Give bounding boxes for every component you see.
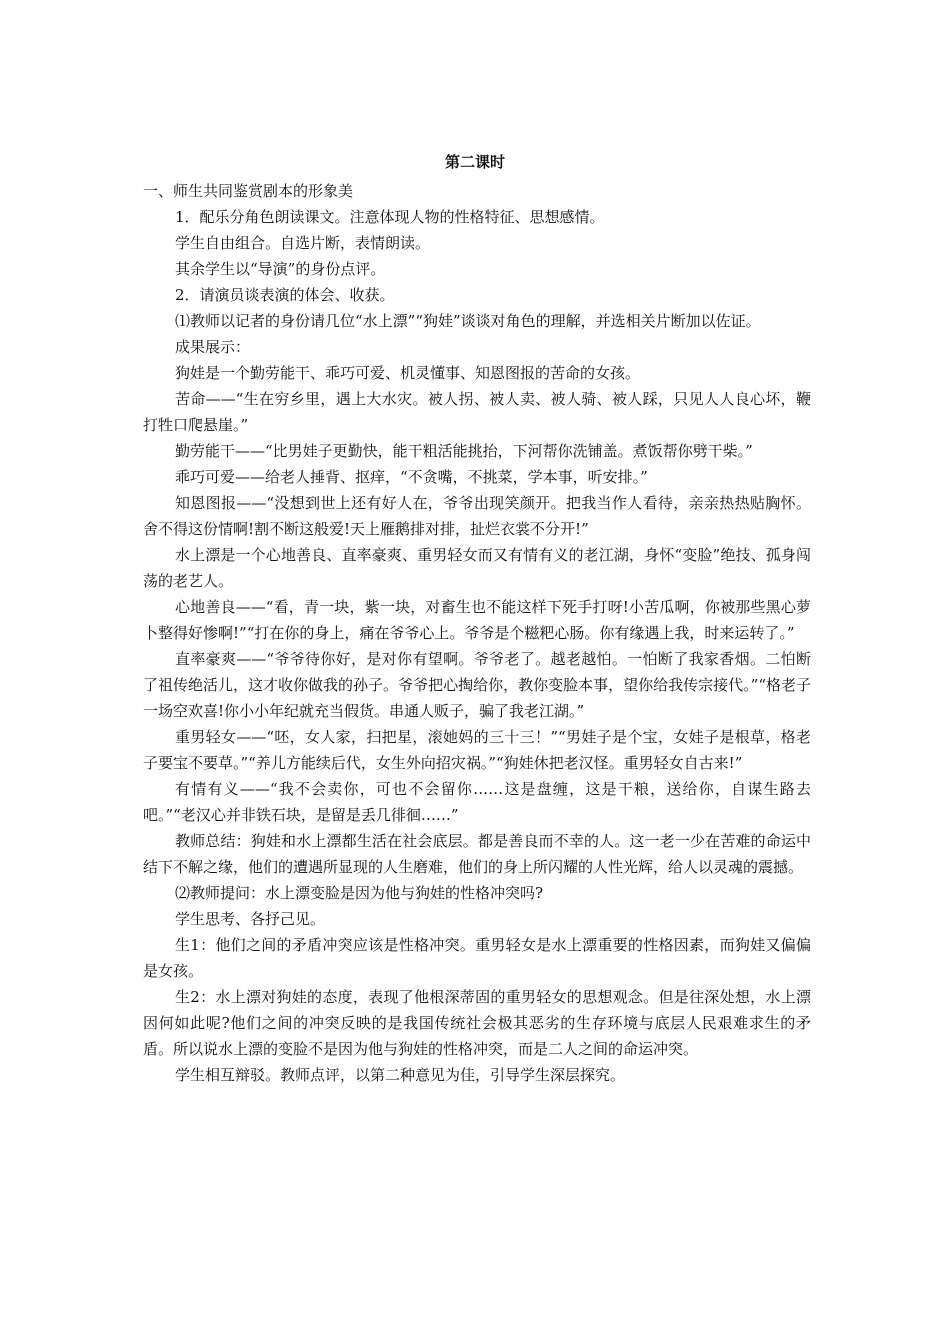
paragraph: 学生自由组合。自选片断，表情朗读。	[175, 234, 431, 252]
section-heading: 一、师生共同鉴赏剧本的形象美	[143, 182, 354, 200]
paragraph: 其余学生以“导演”的身份点评。	[175, 260, 386, 278]
paragraph: ⑵教师提问：水上漂变脸是因为他与狗娃的性格冲突吗?	[175, 884, 544, 902]
paragraph: 学生相互辩驳。教师点评，以第二种意见为佳，引导学生深层探究。	[175, 1066, 626, 1084]
body-text	[143, 178, 811, 1088]
paragraph: 教师总结：狗娃和水上漂都生活在社会底层。都是善良而不幸的人。这一老一少在苦难的命运中结下不解之缘，他们的遭遇所显现的人生磨难，他们的身上所闪耀的人性光辉，给人以灵魂的震撼。	[143, 832, 811, 876]
paragraph: 苦命——“生在穷乡里，遇上大水灾。被人拐、被人卖、被人骑、被人踩，只见人人良心坏，鞭打牲口爬悬崖。”	[143, 390, 811, 434]
paragraph: 直率豪爽——“爷爷待你好，是对你有望啊。爷爷老了。越老越怕。一怕断了我家香烟。二怕断了祖传绝活儿，这才收你做我的孙子。爷爷把心掏给你，教你变脸本事，望你给我传宗接代。”“格老子一场空欢喜!你小小年纪就充当假货。串通人贩子，骗了我老江湖。”	[143, 650, 811, 720]
paragraph: 心地善良——“看，青一块，紫一块，对畜生也不能这样下死手打呀!小苦瓜啊，你被那些黑心萝卜整得好惨啊!”“打在你的身上，痛在爷爷心上。爷爷是个糍粑心肠。你有缘遇上我，时来运转了。”	[143, 598, 811, 642]
paragraph: 学生思考、各抒己见。	[175, 910, 326, 928]
paragraph: 有情有义——“我不会卖你，可也不会留你……这是盘缠，这是干粮，送给你，自谋生路去吧。”“老汉心并非铁石块，是留是丢几徘徊……”	[143, 780, 811, 824]
paragraph: 2．请演员谈表演的体会、收获。	[175, 286, 395, 304]
paragraph: 生1：他们之间的矛盾冲突应该是性格冲突。重男轻女是水上漂重要的性格因素，而狗娃又偏偏是女孩。	[143, 936, 811, 980]
paragraph: 水上漂是一个心地善良、直率豪爽、重男轻女而又有情有义的老江湖，身怀“变脸”绝技、孤身闯荡的老艺人。	[143, 546, 811, 590]
paragraph: 勤劳能干——“比男娃子更勤快，能干粗活能挑抬，下河帮你洗铺盖。煮饭帮你劈干柴。”	[175, 442, 753, 460]
page-title: 第二课时	[444, 153, 505, 171]
paragraph: 生2：水上漂对狗娃的态度，表现了他根深蒂固的重男轻女的思想观念。但是往深处想，水上漂因何如此呢?他们之间的冲突反映的是我国传统社会极其恶劣的生存环境与底层人民艰难求生的矛盾。所以说水上漂的变脸不是因为他与狗娃的性格冲突，而是二人之间的命运冲突。	[143, 988, 811, 1058]
paragraph: 1．配乐分角色朗读课文。注意体现人物的性格特征、思想感情。	[175, 208, 605, 226]
paragraph: 重男轻女——“呸，女人家，扫把星，滚她妈的三十三！”“男娃子是个宝，女娃子是根草，格老子要宝不要草。”“养儿方能续后代，女生外向招灾祸。”“狗娃休把老汉怪。重男轻女自古来!”	[143, 728, 811, 772]
paragraph: ⑴教师以记者的身份请几位“水上漂”“狗娃”谈谈对角色的理解，并选相关片断加以佐证。	[175, 312, 761, 330]
paragraph: 知恩图报——“没想到世上还有好人在，爷爷出现笑颜开。把我当作人看待，亲亲热热贴胸怀。舍不得这份情啊!割不断这般爱!天上雁鹅排对排，扯烂衣裳不分开!”	[143, 494, 811, 538]
paragraph: 乖巧可爱——给老人捶背、抠痒，“不贪嘴，不挑菜，学本事，听安排。”	[175, 468, 648, 486]
paragraph: 狗娃是一个勤劳能干、乖巧可爱、机灵懂事、知恩图报的苦命的女孩。	[175, 364, 641, 382]
paragraph: 成果展示：	[175, 338, 251, 356]
